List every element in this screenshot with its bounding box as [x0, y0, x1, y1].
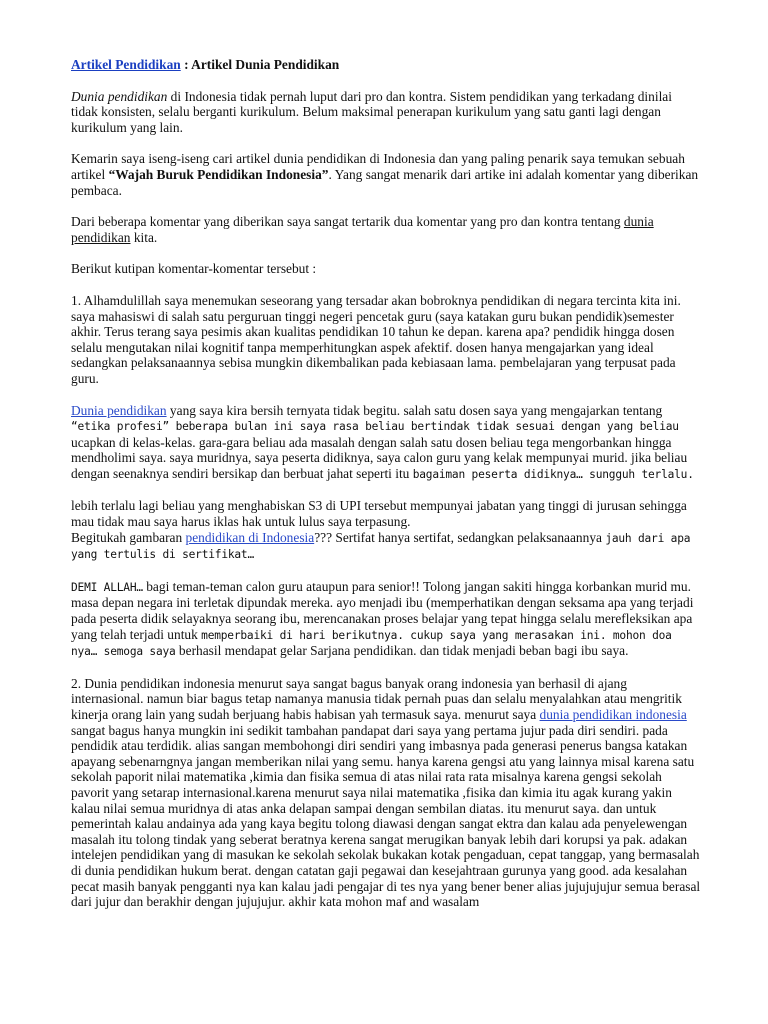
intro-paragraph: [71, 89, 701, 136]
context-text-b: . Yang sangat menarik dari artike ini adalah komentar yang diberikan pembaca.: [71, 166, 699, 198]
comment-1-text-a: yang saya kira bersih ternyata tidak begitu. salah satu dosen saya yang mengajarkan tentang: [166, 402, 663, 418]
comment-1-further-c: ??? Sertifat hanya sertifat, sedangkan pelaksanaannya: [314, 529, 606, 545]
comment-1-closing-mono: memperbaiki di hari berikutnya. cukup saya yang merasakan ini. mohon doa nya… semoga saya: [71, 628, 672, 659]
context-paragraph: [71, 151, 701, 198]
artikel-pendidikan-link[interactable]: Artikel Pendidikan: [71, 57, 181, 72]
comment-1-closing-a: bagi teman-teman calon guru ataupun para senior!! Tolong jangan sakiti hingga korbankan murid mu. masa depan negara ini terletak dipundak mereka. ayo menjadi ibu (memperhatikan dengan seksama apa yang terjadi pada peserta didik selayaknya seorang ibu, merencanakan proses belajar yang tepat hingga selalu merefleksikan apa yang telah terjadi untuk: [71, 578, 694, 642]
intro-text: di Indonesia tidak pernah luput dari pro dan kontra. Sistem pendidikan yang terkadang dinilai tidak konsisten, selalu berganti kurikulum. Belum maksimal penerapan kurikulum yang satu ganti lagi dengan kurikulum yang lain.: [71, 88, 672, 135]
comment-1-further: [71, 498, 701, 562]
pendidikan-di-indonesia-link[interactable]: pendidikan di Indonesia: [185, 529, 315, 545]
comment-1-text-b: ucapkan di kelas-kelas. gara-gara beliau ada masalah dengan salah satu dosen beliau tega mengorbankan hingga mendholimi saya. saya muridnya, saya peserta didiknya, saya calon guru yang kelak mempunyai murid. jika beliau dengan seenaknya sendiri bersikap dan berbuat jahat seperti itu: [71, 434, 688, 481]
comment-1-mono-b: bagaiman peserta didiknya… sungguh terlalu.: [412, 467, 694, 481]
intro-emphasis: Dunia pendidikan: [71, 88, 168, 104]
comment-2-text-a: 2. Dunia pendidikan indonesia menurut saya sangat bagus banyak orang indonesia yan berhasil di ajang internasional. namun biar bagus tetap namanya manusia tidak pernah puas dan selalu menyalahkan atau mengritik kinerja orang lain yang sudah berjuang habis habisan yah termasuk saya. menurut saya: [71, 675, 682, 722]
heading-subtitle: : Artikel Dunia Pendidikan: [180, 57, 340, 72]
comment-1-closing: [71, 579, 701, 660]
comment-1-further-a: lebih terlalu lagi beliau yang menghabiskan S3 di UPI tersebut mempunyai jabatan yang tinggi di jurusan sehingga mau tidak mau saya harus iklas hak untuk lulus saya terpasung.: [71, 498, 687, 530]
interest-paragraph: [71, 214, 701, 245]
comment-1-closing-b: berhasil mendapat gelar Sarjana pendidikan. dan tidak menjadi beban bagi ibu saya.: [175, 643, 629, 659]
comment-1-mono-a: “etika profesi” beberapa bulan ini saya rasa beliau bertindak tidak sesuai dengan yang beliau: [71, 420, 679, 434]
comment-1-paragraph: 1. Alhamdulillah saya menemukan seseorang yang tersadar akan bobroknya pendidikan di negara tercinta kita ini. saya mahasiswi di salah satu perguruan tinggi negeri pencetak guru (saya katakan guru bukan pendidik)semester akhir. Terus terang saya pesimis akan kualitas pendidikan 10 tahun ke depan. karena apa? pendidik hingga dosen selalu mengutakan nilai kognitif tanpa memperhitungkan aspek afektif. dosen hanya mengajarkan yang ideal sedangkan pelaksanaannya sebisa mungkin dikembalikan pada kebiasaan lama. pembelajaran yang terpusat pada guru.: [71, 292, 681, 386]
article-quote-title: “Wajah Buruk Pendidikan Indonesia”: [108, 166, 329, 182]
comment-1-continued: [71, 403, 701, 483]
dunia-pendidikan-underlined: dunia pendidikan: [71, 214, 654, 245]
article-document: [71, 57, 701, 926]
interest-text-a: Dari beberapa komentar yang diberikan saya sangat tertarik dua komentar yang pro dan kontra tentang: [71, 214, 624, 230]
dunia-pendidikan-indonesia-link[interactable]: dunia pendidikan indonesia: [539, 707, 687, 722]
comment-2-text-b: sangat bagus hanya mungkin ini sedikit tambahan pandapat dari saya yang pertama jujur pada diri sendiri. pada pendidik atau terdidik. alias sangan membohongi diri sendiri yang imbasnya pada generasi penerus bangsa katakan apayang sebenarngnya jangan memberikan nilai yang semu. hanya karena gengsi atu yang lainnya misal karena satu sekolah paporit nilai matematika ,kimia dan fisika semua di atas nilai rata rata misalnya karena gengsi sekolah pavorit yang setarap internasional.karena menurut saya nilai matematika ,fisika dan kimia itu agak kurang yakin kalau nilai semua muridnya di atas anka delapan sampai dengan sembilan diatas. itu menurut saya. dan untuk pemerintah kalau andainya ada yang kaya begitu tolong diawasi dengan sangat ektra dan kalau ada penyelewengan masalah itu tolong tindak yang seberat beratnya kerena sangat merugikan banyak lebih dari korupsi ya pak. adakan intelejen pendidikan yang di masukan ke sekolah sekolak bukakan kotak pengaduan, cepat tanggap, yang bermasalah di dunia pendidikan hukum berat. dengan catatan gaji pegawai dan kesejahtraan gurunya yang good. ada kesalahan pecat masih banyak pengganti nya kan kalau jadi pengajar di tes nya yang bener bener alias jujujujujur semua berasal dari jujur dan berakhir dengan jujujujur. akhir kata mohon maf and wasalam: [71, 722, 701, 910]
context-text-a: Kemarin saya iseng-iseng cari artikel dunia pendidikan di Indonesia dan yang paling penarik saya temukan sebuah artikel: [71, 151, 685, 182]
comment-2-paragraph: [71, 676, 701, 910]
comment-1-further-mono: jauh dari apa yang tertulis di sertifikat…: [71, 531, 691, 562]
interest-text-b: kita.: [130, 229, 158, 245]
article-heading: [71, 57, 701, 73]
comment-1-further-b: Begitukah gambaran: [71, 529, 186, 545]
dunia-pendidikan-link[interactable]: Dunia pendidikan: [71, 402, 167, 418]
demi-allah-text: DEMI ALLAH…: [71, 580, 143, 594]
quotes-intro-paragraph: Berikut kutipan komentar-komentar tersebut :: [71, 261, 317, 277]
